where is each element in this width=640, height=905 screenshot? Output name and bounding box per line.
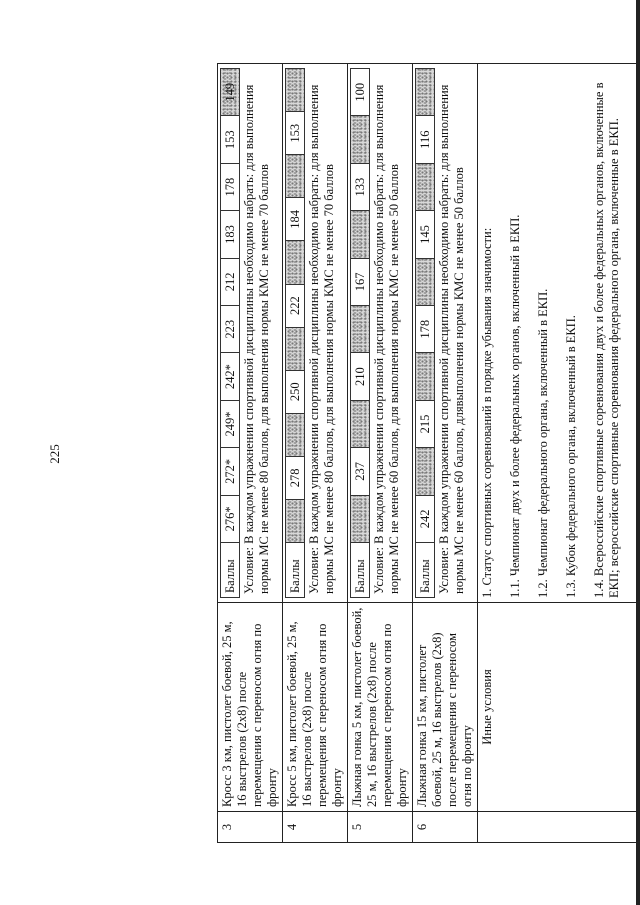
points-cell [351, 306, 370, 353]
points-cell [351, 495, 370, 542]
row-number: 5 [348, 812, 413, 843]
points-cell [351, 211, 370, 258]
row-number: 6 [413, 812, 478, 843]
points-label: Баллы [286, 543, 305, 598]
points-table [285, 68, 305, 598]
discipline-name: Лыжная гонка 15 км, пистолет боевой, 25 м, 16 выстрелов (2х8) после перемещения с переносом огня по фронту [413, 603, 478, 812]
points-cell [416, 163, 435, 210]
page-number: 225 [47, 444, 62, 464]
row-number: 3 [218, 812, 283, 843]
points-cell: 178 [221, 163, 240, 210]
points-cell [286, 499, 305, 542]
table-row [218, 64, 283, 843]
points-cell: 223 [221, 306, 240, 353]
points-cell: 242 [416, 495, 435, 542]
other-conditions-row [478, 64, 638, 843]
table-body [218, 64, 638, 843]
norms-table [217, 63, 638, 843]
points-cell [286, 69, 305, 112]
points-cell: 215 [416, 400, 435, 447]
condition-text: Условие: В каждом упражнении спортивной дисциплины необходимо набрать: для выполнения нормы МС не менее 80 баллов, для выполнения нормы КМС не менее 70 баллов [307, 84, 336, 594]
points-label: Баллы [221, 543, 240, 598]
points-cell: 276* [221, 495, 240, 542]
points-cell: 153 [221, 116, 240, 163]
points-cell: 222 [286, 284, 305, 327]
other-conditions-text [478, 64, 638, 603]
points-table [350, 68, 370, 598]
points-cell [286, 241, 305, 284]
other-condition-line: 1.2. Чемпионат федерального органа, включенный в ЕКП. [536, 288, 550, 598]
discipline-name: Кросс 3 км, пистолет боевой, 25 м, 16 выстрелов (2х8) после перемещения с переносом огня по фронту [218, 603, 283, 812]
points-cell: 178 [416, 306, 435, 353]
points-cell: 116 [416, 116, 435, 163]
condition-text: Условие: В каждом упражнении спортивной дисциплины необходимо набрать: для выполнения нормы МС не менее 60 баллов, для выполнения нормы КМС не менее 50 баллов [372, 84, 401, 594]
points-and-condition [283, 64, 348, 603]
rotated-table-sheet [217, 63, 621, 843]
points-cell [351, 116, 370, 163]
points-cell: 100 [351, 69, 370, 116]
points-cell: 212 [221, 258, 240, 305]
points-table [415, 68, 435, 598]
points-and-condition [218, 64, 283, 603]
points-and-condition [348, 64, 413, 603]
points-cell: 237 [351, 448, 370, 495]
points-cell: 145 [416, 211, 435, 258]
points-cell [416, 353, 435, 400]
other-condition-line: 1. Статус спортивных соревнований в порядке убывания значимости: [480, 227, 494, 598]
other-condition-line: 1.4. Всероссийские спортивные соревнования двух и более федеральных органов, включенные в ЕКП; всероссийские спортивные соревнования федерального органа, включенные в ЕКП. [592, 82, 621, 598]
points-cell [416, 69, 435, 116]
points-cell [416, 258, 435, 305]
points-and-condition [413, 64, 478, 603]
points-cell: 272* [221, 448, 240, 495]
points-cell: 153 [286, 112, 305, 155]
points-cell [351, 400, 370, 447]
row-number: 4 [283, 812, 348, 843]
scan-edge-line [636, 0, 640, 905]
discipline-name: Кросс 5 км, пистолет боевой, 25 м, 16 выстрелов (2х8) после перемещения с переносом огня по фронту [283, 603, 348, 812]
points-cell: 242* [221, 353, 240, 400]
points-cell: 278 [286, 456, 305, 499]
empty-cell [478, 812, 638, 843]
points-cell: 249* [221, 400, 240, 447]
discipline-name: Лыжная гонка 5 км, пистолет боевой, 25 м, 16 выстрелов (2х8) после перемещения с переносом огня по фронту [348, 603, 413, 812]
points-cell [286, 413, 305, 456]
points-cell [286, 155, 305, 198]
points-cell: 183 [221, 211, 240, 258]
table-row [413, 64, 478, 843]
points-cell: 133 [351, 163, 370, 210]
points-table [220, 68, 240, 598]
condition-text: Условие: В каждом упражнении спортивной дисциплины необходимо набрать: для выполнения нормы МС не менее 60 баллов, длявыполнения нормы КМС не менее 50 баллов [437, 84, 466, 594]
points-cell [416, 448, 435, 495]
other-condition-line: 1.3. Кубок федерального органа, включенный в ЕКП. [564, 315, 578, 598]
points-cell: 184 [286, 198, 305, 241]
points-cell [286, 327, 305, 370]
other-conditions-label: Иные условия [478, 603, 638, 812]
table-row [283, 64, 348, 843]
table-row [348, 64, 413, 843]
condition-text: Условие: В каждом упражнении спортивной дисциплины необходимо набрать: для выполнения нормы МС не менее 80 баллов, для выполнения нормы КМС не менее 70 баллов [242, 84, 271, 594]
points-label: Баллы [351, 543, 370, 598]
points-cell: 210 [351, 353, 370, 400]
points-cell: 167 [351, 258, 370, 305]
points-cell: 149 [221, 69, 240, 116]
points-cell: 250 [286, 370, 305, 413]
points-label: Баллы [416, 543, 435, 598]
other-condition-line: 1.1. Чемпионат двух и более федеральных органов, включенный в ЕКП. [508, 214, 522, 598]
